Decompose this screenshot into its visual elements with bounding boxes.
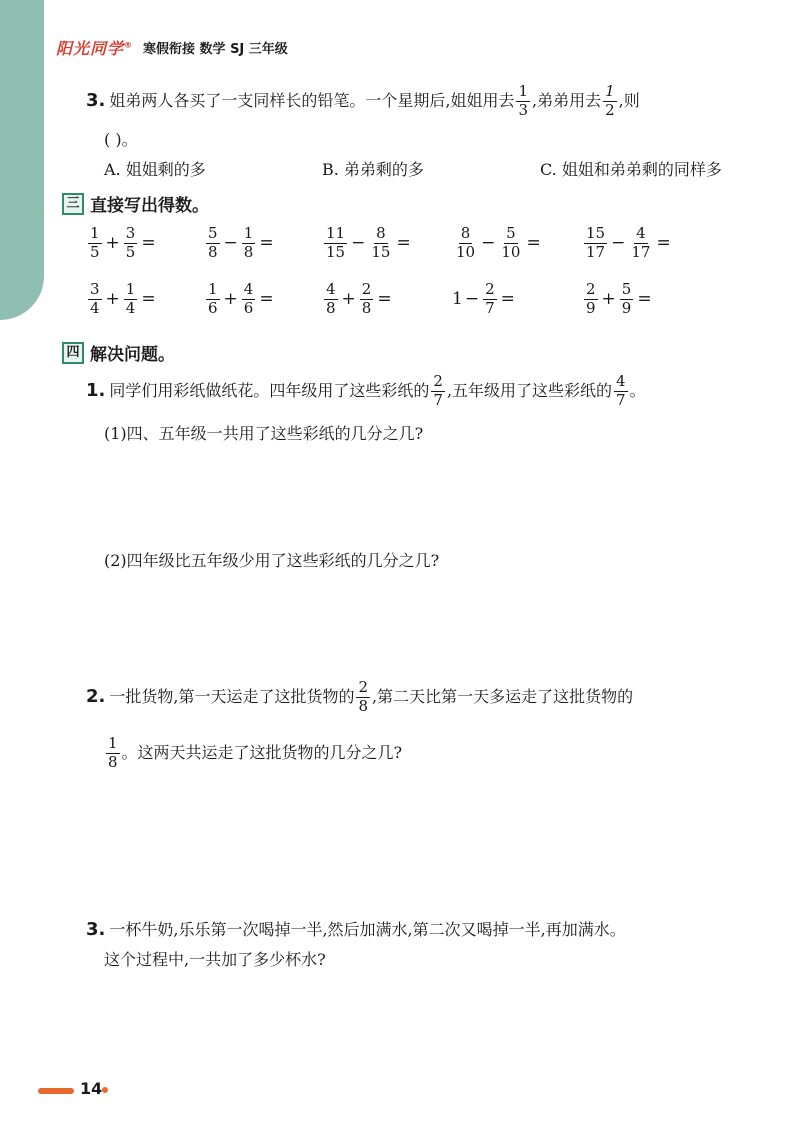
section-title: 解决问题。 bbox=[90, 345, 175, 365]
section-3-heading bbox=[62, 191, 209, 216]
question-text: 。 bbox=[629, 381, 646, 401]
question-text: 姐弟两人各买了一支同样长的铅笔。一个星期后,姐姐用去 bbox=[109, 91, 515, 111]
calc-item[interactable]: $\frac{1}{5}$ + $\frac{3}{5}$ = bbox=[90, 224, 156, 261]
problem-1 bbox=[86, 374, 646, 409]
calc-item[interactable]: $\frac{11}{15}$ − $\frac{8}{15}$ = bbox=[326, 224, 411, 261]
question-number: 3. bbox=[86, 90, 106, 112]
problem-3 bbox=[86, 921, 626, 939]
question-text: ,弟弟用去 bbox=[532, 91, 602, 111]
question-text: ,第二天比第一天多运走了这批货物的 bbox=[372, 687, 634, 707]
side-tab bbox=[0, 0, 44, 320]
question-number: 1. bbox=[86, 380, 106, 402]
fraction: $\frac{4}{7}$ bbox=[616, 372, 626, 409]
fraction: $\frac{2}{8}$ bbox=[358, 678, 369, 715]
question-text: 这个过程中,一共加了多少杯水? bbox=[104, 950, 326, 969]
calc-item[interactable]: $\frac{2}{9}$ + $\frac{5}{9}$ = bbox=[586, 280, 652, 317]
calc-item[interactable]: $\frac{3}{4}$ + $\frac{1}{4}$ = bbox=[90, 280, 156, 317]
question-number: 3. bbox=[86, 919, 106, 940]
subquestion-1: (1)四、五年级一共用了这些彩纸的几分之几? bbox=[104, 424, 424, 443]
page-bar bbox=[38, 1088, 74, 1094]
calc-item[interactable]: $\frac{4}{8}$ + $\frac{2}{8}$ = bbox=[326, 280, 392, 317]
subquestion-2: (2)四年级比五年级少用了这些彩纸的几分之几? bbox=[104, 551, 440, 570]
fraction: $\frac{2}{7}$ bbox=[433, 372, 443, 409]
question-text: 。这两天共运走了这批货物的几分之几? bbox=[121, 743, 403, 763]
calc-item[interactable]: $\frac{1}{6}$ + $\frac{4}{6}$ = bbox=[208, 280, 274, 317]
brand-logo: 阳光同学® bbox=[56, 39, 134, 58]
question-number: 2. bbox=[86, 686, 106, 708]
choice-a[interactable]: A. 姐姐剩的多 bbox=[104, 160, 206, 179]
page-dot bbox=[102, 1087, 108, 1093]
series-title: 寒假衔接 数学 SJ 三年级 bbox=[143, 42, 288, 57]
question-3 bbox=[86, 84, 640, 119]
question-text: ,则 bbox=[618, 91, 640, 111]
problem-2 bbox=[86, 680, 633, 715]
question-text: 同学们用彩纸做纸花。四年级用了这些彩纸的 bbox=[109, 381, 430, 401]
answer-blank[interactable]: ( )。 bbox=[104, 130, 138, 149]
calc-item[interactable]: 1 − $\frac{2}{7}$ = bbox=[452, 280, 515, 317]
calc-item[interactable]: $\frac{8}{10}$ − $\frac{5}{10}$ = bbox=[456, 224, 541, 261]
calc-item[interactable]: $\frac{15}{17}$ − $\frac{4}{17}$ = bbox=[586, 224, 671, 261]
section-badge: 四 bbox=[62, 342, 84, 364]
fraction: $\frac{1}{8}$ bbox=[108, 734, 118, 771]
fraction: $\frac{1}{2}$ bbox=[605, 82, 615, 119]
page-header bbox=[56, 36, 288, 59]
section-badge: 三 bbox=[62, 193, 84, 215]
question-text: 一批货物,第一天运走了这批货物的 bbox=[109, 687, 355, 707]
question-text: ,五年级用了这些彩纸的 bbox=[446, 381, 613, 401]
section-4-heading bbox=[62, 340, 175, 365]
calc-item[interactable]: $\frac{5}{8}$ − $\frac{1}{8}$ = bbox=[208, 224, 274, 261]
question-text: 一杯牛奶,乐乐第一次喝掉一半,然后加满水,第二次又喝掉一半,再加满水。 bbox=[109, 920, 626, 939]
choice-c[interactable]: C. 姐姐和弟弟剩的同样多 bbox=[540, 160, 722, 179]
page-number: 14 bbox=[80, 1079, 103, 1098]
problem-2-line2 bbox=[104, 736, 402, 771]
section-title: 直接写出得数。 bbox=[90, 196, 209, 216]
choice-b[interactable]: B. 弟弟剩的多 bbox=[322, 160, 424, 179]
fraction: $\frac{1}{3}$ bbox=[518, 82, 529, 119]
